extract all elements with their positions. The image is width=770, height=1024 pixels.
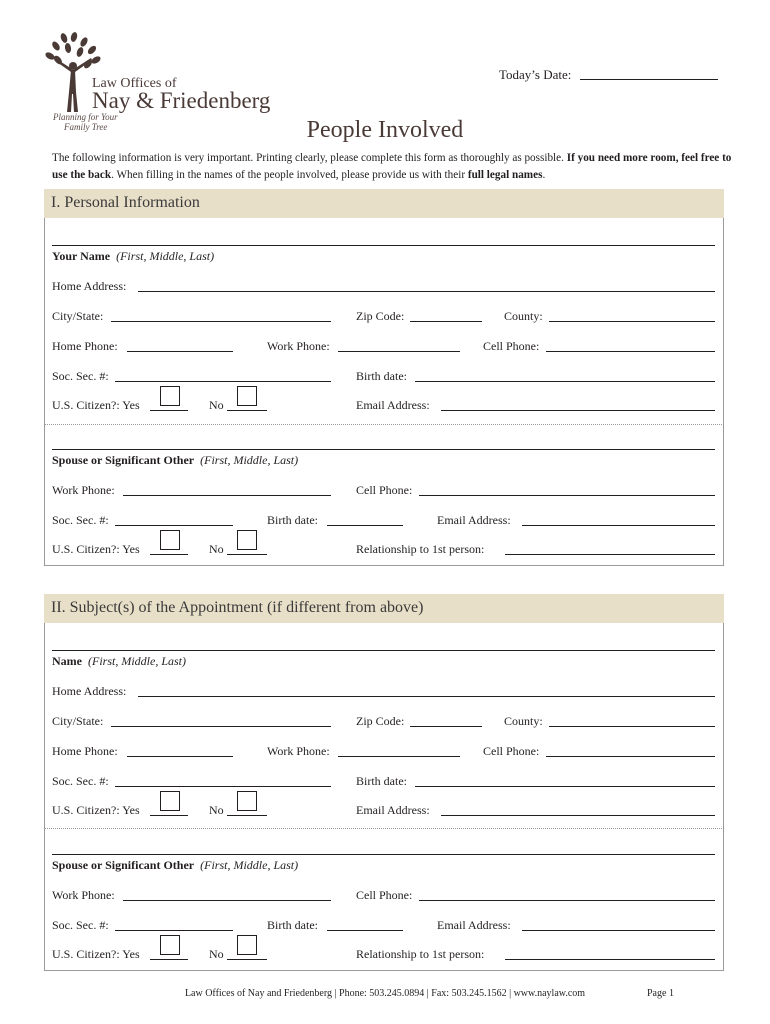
subject-city-state-label: City/State:: [52, 714, 104, 728]
subject-email-label: Email Address:: [356, 803, 430, 817]
subject-spouse-birth-date-field[interactable]: [327, 930, 403, 931]
subject-cell-phone-label: Cell Phone:: [483, 744, 540, 758]
subject-birth-date-label: Birth date:: [356, 774, 407, 788]
subject-spouse-cell-phone-label: Cell Phone:: [356, 888, 413, 902]
intro-text: The following information is very important. Printing clearly, please complete this form as thoroughly as possible. If you need more room, feel free to use the back. When filling in the names of the people involved, please provide us with their full legal names.: [52, 152, 732, 181]
subject-spouse-email-field[interactable]: [522, 930, 715, 931]
email-field[interactable]: [441, 410, 715, 411]
subject-spouse-us-citizen-no-checkbox[interactable]: [237, 935, 257, 955]
subject-spouse-work-phone-label: Work Phone:: [52, 888, 115, 902]
subject-us-citizen-no-line: [227, 815, 267, 816]
subject-us-citizen-yes-checkbox[interactable]: [160, 791, 180, 811]
page-title: People Involved: [306, 117, 464, 143]
subject-name-field[interactable]: [52, 650, 715, 651]
subject-spouse-us-citizen-label: U.S. Citizen?: Yes: [52, 947, 140, 961]
us-citizen-yes-checkbox[interactable]: [160, 386, 180, 406]
spouse-email-field[interactable]: [522, 525, 715, 526]
spouse-us-citizen-no-line: [227, 554, 267, 555]
subject-spouse-name-field[interactable]: [52, 854, 715, 855]
spouse-name-field[interactable]: [52, 449, 715, 450]
subject-zip-code-field[interactable]: [410, 726, 482, 727]
section-1-box: [44, 218, 724, 566]
subject-home-address-field[interactable]: [138, 696, 715, 697]
section-2-box: [44, 623, 724, 971]
todays-date-field[interactable]: [580, 79, 718, 80]
spouse-name-label: Spouse or Significant Other (First, Middle, Last): [52, 453, 299, 467]
subject-name-label: Name (First, Middle, Last): [52, 654, 186, 668]
spouse-birth-date-label: Birth date:: [267, 513, 318, 527]
section-2-title: II. Subject(s) of the Appointment (if different from above): [51, 599, 424, 616]
birth-date-label: Birth date:: [356, 369, 407, 383]
subject-spouse-birth-date-label: Birth date:: [267, 918, 318, 932]
spouse-relationship-field[interactable]: [505, 554, 715, 555]
spouse-us-citizen-yes-checkbox[interactable]: [160, 530, 180, 550]
logo-tagline-1: Planning for Your: [53, 112, 118, 122]
section-1-title: I. Personal Information: [51, 194, 200, 211]
birth-date-field[interactable]: [415, 381, 715, 382]
subject-spouse-soc-sec-field[interactable]: [115, 930, 233, 931]
us-citizen-label: U.S. Citizen?: Yes: [52, 398, 140, 412]
soc-sec-field[interactable]: [115, 381, 331, 382]
subject-spouse-relationship-label: Relationship to 1st person:: [356, 947, 485, 961]
subject-spouse-relationship-field[interactable]: [505, 959, 715, 960]
home-phone-label: Home Phone:: [52, 339, 118, 353]
subject-city-state-field[interactable]: [111, 726, 331, 727]
subject-county-label: County:: [504, 714, 543, 728]
subject-home-phone-field[interactable]: [127, 756, 233, 757]
subject-us-citizen-yes-line: [150, 815, 188, 816]
subject-work-phone-label: Work Phone:: [267, 744, 330, 758]
subject-home-address-label: Home Address:: [52, 684, 127, 698]
subject-spouse-soc-sec-label: Soc. Sec. #:: [52, 918, 109, 932]
subject-work-phone-field[interactable]: [338, 756, 460, 757]
subject-spouse-cell-phone-field[interactable]: [419, 900, 715, 901]
subject-email-field[interactable]: [441, 815, 715, 816]
subject-us-citizen-no-checkbox[interactable]: [237, 791, 257, 811]
subject-spouse-work-phone-field[interactable]: [123, 900, 331, 901]
subject-home-phone-label: Home Phone:: [52, 744, 118, 758]
subject-us-citizen-no-label: No: [209, 803, 224, 817]
spouse-email-label: Email Address:: [437, 513, 511, 527]
cell-phone-field[interactable]: [546, 351, 715, 352]
subject-spouse-us-citizen-yes-line: [150, 959, 188, 960]
subject-spouse-us-citizen-yes-checkbox[interactable]: [160, 935, 180, 955]
spouse-cell-phone-field[interactable]: [419, 495, 715, 496]
logo-tagline-2: Family Tree: [64, 122, 108, 132]
footer-contact: Law Offices of Nay and Friedenberg | Phone: 503.245.0894 | Fax: 503.245.1562 | www.naylaw.com: [184, 988, 586, 999]
home-address-field[interactable]: [138, 291, 715, 292]
city-state-label: City/State:: [52, 309, 104, 323]
spouse-relationship-label: Relationship to 1st person:: [356, 542, 485, 556]
page-number: Page 1: [647, 988, 674, 999]
city-state-field[interactable]: [111, 321, 331, 322]
spouse-us-citizen-no-checkbox[interactable]: [237, 530, 257, 550]
zip-code-label: Zip Code:: [356, 309, 405, 323]
section-1-divider: [44, 424, 724, 425]
subject-birth-date-field[interactable]: [415, 786, 715, 787]
subject-county-field[interactable]: [549, 726, 715, 727]
email-label: Email Address:: [356, 398, 430, 412]
spouse-cell-phone-label: Cell Phone:: [356, 483, 413, 497]
subject-soc-sec-label: Soc. Sec. #:: [52, 774, 109, 788]
your-name-field[interactable]: [52, 245, 715, 246]
zip-code-field[interactable]: [410, 321, 482, 322]
soc-sec-label: Soc. Sec. #:: [52, 369, 109, 383]
spouse-us-citizen-no-label: No: [209, 542, 224, 556]
spouse-us-citizen-label: U.S. Citizen?: Yes: [52, 542, 140, 556]
subject-spouse-name-label: Spouse or Significant Other (First, Middle, Last): [52, 858, 299, 872]
logo-text-line2: Nay & Friedenberg: [92, 88, 271, 113]
subject-soc-sec-field[interactable]: [115, 786, 331, 787]
spouse-birth-date-field[interactable]: [327, 525, 403, 526]
spouse-soc-sec-label: Soc. Sec. #:: [52, 513, 109, 527]
home-address-label: Home Address:: [52, 279, 127, 293]
subject-spouse-us-citizen-no-line: [227, 959, 267, 960]
spouse-us-citizen-yes-line: [150, 554, 188, 555]
subject-spouse-us-citizen-no-label: No: [209, 947, 224, 961]
us-citizen-no-line: [227, 410, 267, 411]
subject-us-citizen-label: U.S. Citizen?: Yes: [52, 803, 140, 817]
your-name-label: Your Name (First, Middle, Last): [52, 249, 215, 263]
work-phone-field[interactable]: [338, 351, 460, 352]
home-phone-field[interactable]: [127, 351, 233, 352]
spouse-soc-sec-field[interactable]: [115, 525, 233, 526]
subject-cell-phone-field[interactable]: [546, 756, 715, 757]
subject-spouse-email-label: Email Address:: [437, 918, 511, 932]
us-citizen-no-checkbox[interactable]: [237, 386, 257, 406]
county-label: County:: [504, 309, 543, 323]
us-citizen-yes-line: [150, 410, 188, 411]
spouse-work-phone-label: Work Phone:: [52, 483, 115, 497]
cell-phone-label: Cell Phone:: [483, 339, 540, 353]
spouse-work-phone-field[interactable]: [123, 495, 331, 496]
county-field[interactable]: [549, 321, 715, 322]
logo-text-line1: Law Offices of: [92, 76, 177, 91]
todays-date-label: Today’s Date:: [499, 67, 572, 82]
us-citizen-no-label: No: [209, 398, 224, 412]
work-phone-label: Work Phone:: [267, 339, 330, 353]
section-2-divider: [44, 828, 724, 829]
subject-zip-code-label: Zip Code:: [356, 714, 405, 728]
